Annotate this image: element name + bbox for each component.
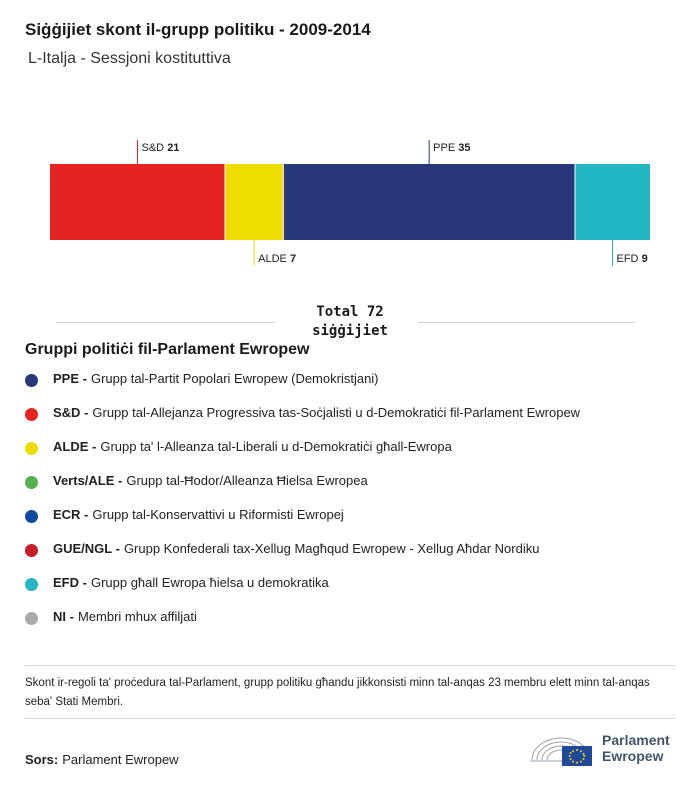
data-label: ALDE 7: [258, 253, 297, 265]
total-divider-left: [56, 322, 274, 323]
legend-item: [25, 405, 580, 439]
source: [25, 752, 179, 767]
data-label: PPE 35: [433, 142, 471, 154]
legend-item: [25, 473, 580, 507]
legend-dot-icon: [25, 442, 38, 455]
chart-subtitle: L-Italja - Sessjoni kostituttiva: [28, 50, 231, 67]
legend-desc: Grupp Konfederali tax-Xellug Magħqud Ewropew - Xellug Aħdar Nordiku: [123, 541, 540, 556]
legend-dot-icon: [25, 510, 38, 523]
legend-dot-icon: [25, 612, 38, 625]
bar-segment-sd: [50, 164, 225, 240]
legend-desc: Grupp tal-Allejanza Progressiva tas-Soċjalisti u d-Demokratiċi fil-Parlament Ewropew: [92, 405, 581, 420]
bar-segment-alde: [225, 164, 283, 240]
total-seats-unit: siġġijiet: [312, 323, 388, 339]
note-divider-top: [25, 665, 675, 666]
total-seats-count: Total 72: [316, 304, 384, 320]
legend-item: [25, 439, 580, 473]
legend-item: [25, 609, 580, 643]
legend-item: [25, 541, 580, 575]
legend: [25, 371, 580, 643]
note-divider-bottom: [25, 718, 675, 719]
logo-line-1: Parlament: [602, 732, 670, 748]
legend-abbr: NI -: [53, 609, 74, 624]
legend-dot-icon: [25, 374, 38, 387]
legend-desc: Membri mhux affiljati: [77, 609, 197, 624]
legend-abbr: ALDE -: [53, 439, 97, 454]
parliament-logo-icon: [528, 728, 594, 768]
data-label: S&D 21: [141, 142, 180, 154]
legend-dot-icon: [25, 578, 38, 591]
total-seats: [250, 303, 450, 341]
legend-dot-icon: [25, 476, 38, 489]
legend-item: [25, 575, 580, 609]
legend-title: Gruppi politiċi fil-Parlament Ewropew: [25, 341, 310, 358]
legend-dot-icon: [25, 544, 38, 557]
legend-desc: Grupp għall Ewropa ħielsa u demokratika: [90, 575, 329, 590]
source-label: Sors:: [25, 752, 59, 767]
logo-line-2: Ewropew: [602, 748, 664, 764]
chart-title: Siġġijiet skont il-grupp politiku - 2009-2014: [25, 20, 371, 39]
legend-abbr: ECR -: [53, 507, 89, 522]
legend-abbr: Verts/ALE -: [53, 473, 123, 488]
legend-item: [25, 507, 580, 541]
legend-desc: Grupp tal-Konservattivi u Riformisti Ewropej: [92, 507, 344, 522]
seat-bar-chart: [0, 130, 700, 275]
legend-item: [25, 371, 580, 405]
rules-note: Skont ir-regoli ta' proċedura tal-Parlament, grupp politiku għandu jikkonsisti minn tal-anqas 23 membru elett minn tal-anqas seba' Stati Membri.: [25, 677, 650, 708]
legend-desc: Grupp tal-Partit Popolari Ewropew (Demokristjani): [90, 371, 379, 386]
legend-dot-icon: [25, 408, 38, 421]
source-value: Parlament Ewropew: [62, 752, 179, 767]
bar-segment-ppe: [283, 164, 575, 240]
legend-abbr: EFD -: [53, 575, 87, 590]
legend-abbr: S&D -: [53, 405, 89, 420]
legend-abbr: GUE/NGL -: [53, 541, 120, 556]
parliament-logo: [528, 728, 670, 768]
bar-segment-efd: [575, 164, 650, 240]
total-divider-right: [418, 322, 634, 323]
legend-desc: Grupp tal-Ħodor/Alleanza Ħielsa Ewropea: [126, 473, 368, 488]
legend-abbr: PPE -: [53, 371, 87, 386]
data-label: EFD 9: [616, 253, 648, 265]
legend-desc: Grupp ta' l-Alleanza tal-Liberali u d-Demokratiċi għall-Ewropa: [100, 439, 452, 454]
